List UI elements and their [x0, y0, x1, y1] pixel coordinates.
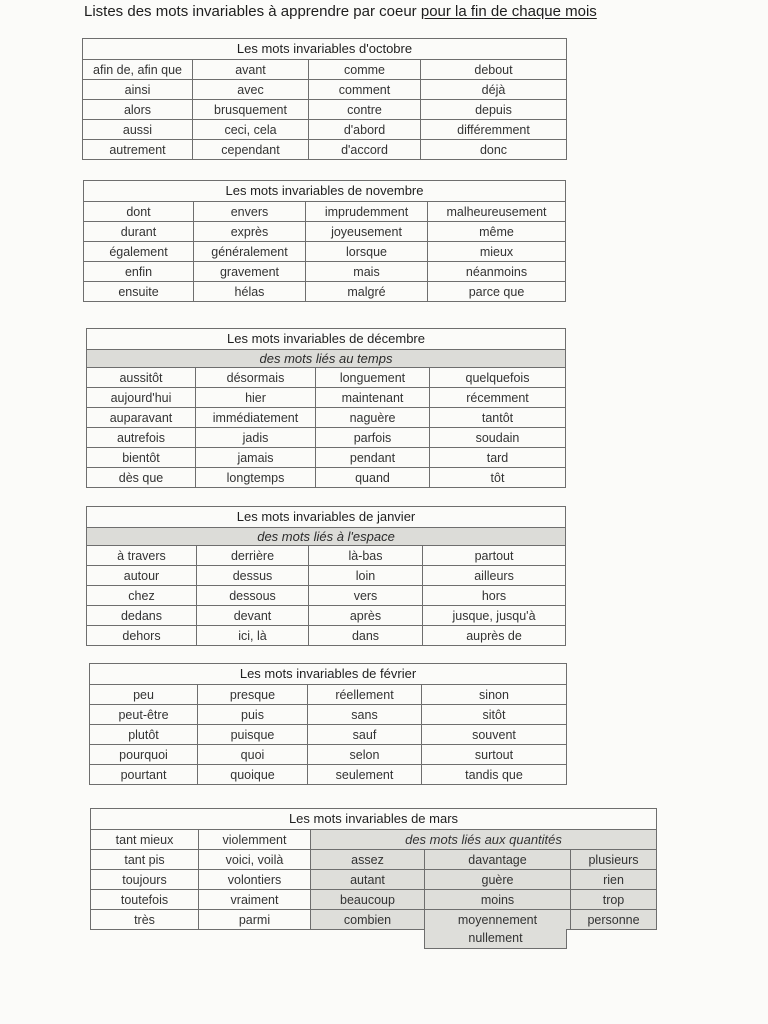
- table-cell: partout: [423, 546, 566, 566]
- table-cell: dans: [309, 626, 423, 646]
- table-cell: mais: [306, 262, 428, 282]
- table-cell: également: [84, 242, 194, 262]
- table-cell: durant: [84, 222, 194, 242]
- table-cell: désormais: [196, 368, 316, 388]
- table-cell: pourquoi: [90, 745, 198, 765]
- table-cell: hors: [423, 586, 566, 606]
- table-cell: autrefois: [87, 428, 196, 448]
- table-cell: même: [428, 222, 566, 242]
- table-cell: quelquefois: [430, 368, 566, 388]
- table-cell: puis: [198, 705, 308, 725]
- table-cell: loin: [309, 566, 423, 586]
- table-title-october: Les mots invariables d'octobre: [83, 39, 567, 60]
- table-cell: jamais: [196, 448, 316, 468]
- table-cell: surtout: [422, 745, 567, 765]
- table-cell: imprudemment: [306, 202, 428, 222]
- table-row: [90, 765, 567, 785]
- table-title-january: Les mots invariables de janvier: [87, 507, 566, 528]
- table-cell: beaucoup: [311, 890, 425, 910]
- table-cell: afin de, afin que: [83, 60, 193, 80]
- table-cell: guère: [425, 870, 571, 890]
- table-cell: souvent: [422, 725, 567, 745]
- table-cell: bientôt: [87, 448, 196, 468]
- table-title-february: Les mots invariables de février: [90, 664, 567, 685]
- table-row: [83, 120, 567, 140]
- table-november: [83, 180, 566, 302]
- table-cell: tard: [430, 448, 566, 468]
- table-cell: très: [91, 910, 199, 930]
- table-row: [87, 468, 566, 488]
- page-title-underlined: pour la fin de chaque mois: [420, 3, 597, 20]
- table-cell: cependant: [193, 140, 309, 160]
- table-row: [87, 368, 566, 388]
- table-cell: seulement: [308, 765, 422, 785]
- table-cell: soudain: [430, 428, 566, 448]
- table-row: [87, 626, 566, 646]
- table-cell: ici, là: [197, 626, 309, 646]
- table-cell: d'abord: [309, 120, 421, 140]
- table-cell: derrière: [197, 546, 309, 566]
- table-cell: depuis: [421, 100, 567, 120]
- table-row: [87, 586, 566, 606]
- table-cell: sitôt: [422, 705, 567, 725]
- table-cell: rien: [571, 870, 657, 890]
- table-cell: dedans: [87, 606, 197, 626]
- table-cell: naguère: [316, 408, 430, 428]
- rows-march-body: [91, 850, 657, 930]
- table-row: [90, 685, 567, 705]
- table-row: [87, 388, 566, 408]
- table-cell: jusque, jusqu'à: [423, 606, 566, 626]
- table-row: [84, 202, 566, 222]
- table-cell: déjà: [421, 80, 567, 100]
- table-subtitle-december: des mots liés au temps: [87, 350, 566, 368]
- table-cell: alors: [83, 100, 193, 120]
- table-cell: davantage: [425, 850, 571, 870]
- table-cell: envers: [194, 202, 306, 222]
- table-title-march: Les mots invariables de mars: [91, 809, 657, 830]
- table-cell: peu: [90, 685, 198, 705]
- rows-october: [83, 60, 567, 160]
- table-cell: tant pis: [91, 850, 199, 870]
- table-cell: ainsi: [83, 80, 193, 100]
- table-row: [84, 242, 566, 262]
- table-cell: dessus: [197, 566, 309, 586]
- table-row: [91, 850, 657, 870]
- table-cell: parce que: [428, 282, 566, 302]
- table-january: [86, 506, 566, 646]
- table-cell: parmi: [199, 910, 311, 930]
- table-cell: donc: [421, 140, 567, 160]
- table-subtitle-march: des mots liés aux quantités: [311, 830, 657, 850]
- table-cell: malheureusement: [428, 202, 566, 222]
- table-cell: à travers: [87, 546, 197, 566]
- table-row: [84, 282, 566, 302]
- table-cell: lorsque: [306, 242, 428, 262]
- table-row: [90, 705, 567, 725]
- table-row: [91, 830, 657, 850]
- table-cell: contre: [309, 100, 421, 120]
- table-cell: avant: [193, 60, 309, 80]
- table-row: [87, 566, 566, 586]
- table-march: [90, 808, 657, 930]
- table-cell: chez: [87, 586, 197, 606]
- table-cell: joyeusement: [306, 222, 428, 242]
- table-cell: aussi: [83, 120, 193, 140]
- table-cell: pendant: [316, 448, 430, 468]
- table-cell: parfois: [316, 428, 430, 448]
- table-cell: toutefois: [91, 890, 199, 910]
- table-december: [86, 328, 566, 488]
- table-row: [90, 725, 567, 745]
- table-cell: autour: [87, 566, 197, 586]
- table-cell: devant: [197, 606, 309, 626]
- table-cell: après: [309, 606, 423, 626]
- table-cell: longuement: [316, 368, 430, 388]
- table-cell: exprès: [194, 222, 306, 242]
- table-cell: moyennement: [425, 910, 571, 930]
- table-cell: là-bas: [309, 546, 423, 566]
- table-cell: tantôt: [430, 408, 566, 428]
- table-cell: vers: [309, 586, 423, 606]
- page-title: Listes des mots invariables à apprendre par coeur pour la fin de chaque mois: [84, 3, 597, 20]
- table-cell-extra-march: nullement: [424, 929, 567, 949]
- table-row: [91, 890, 657, 910]
- table-cell: selon: [308, 745, 422, 765]
- table-cell: vraiment: [199, 890, 311, 910]
- rows-december: [87, 368, 566, 488]
- table-cell: malgré: [306, 282, 428, 302]
- table-row: [83, 80, 567, 100]
- rows-march: [91, 830, 657, 850]
- table-cell: tôt: [430, 468, 566, 488]
- table-cell: peut-être: [90, 705, 198, 725]
- table-row: [87, 448, 566, 468]
- table-cell: auparavant: [87, 408, 196, 428]
- table-cell: autrement: [83, 140, 193, 160]
- table-cell: ailleurs: [423, 566, 566, 586]
- table-cell: personne: [571, 910, 657, 930]
- table-subtitle-january: des mots liés à l'espace: [87, 528, 566, 546]
- table-february: [89, 663, 567, 785]
- table-row: [87, 606, 566, 626]
- table-cell: violemment: [199, 830, 311, 850]
- table-cell: sans: [308, 705, 422, 725]
- table-cell: plutôt: [90, 725, 198, 745]
- table-cell: enfin: [84, 262, 194, 282]
- table-row: [83, 60, 567, 80]
- table-cell: brusquement: [193, 100, 309, 120]
- table-cell: réellement: [308, 685, 422, 705]
- table-cell: comme: [309, 60, 421, 80]
- table-cell: voici, voilà: [199, 850, 311, 870]
- table-cell: plusieurs: [571, 850, 657, 870]
- table-cell: aujourd'hui: [87, 388, 196, 408]
- table-row: [83, 140, 567, 160]
- table-cell: hier: [196, 388, 316, 408]
- table-cell: récemment: [430, 388, 566, 408]
- rows-january: [87, 546, 566, 646]
- table-cell: pourtant: [90, 765, 198, 785]
- table-cell: longtemps: [196, 468, 316, 488]
- table-row: [91, 910, 657, 930]
- table-row: [90, 745, 567, 765]
- table-cell: volontiers: [199, 870, 311, 890]
- table-cell: ceci, cela: [193, 120, 309, 140]
- table-cell: assez: [311, 850, 425, 870]
- table-cell: jadis: [196, 428, 316, 448]
- table-cell: tandis que: [422, 765, 567, 785]
- table-title-november: Les mots invariables de novembre: [84, 181, 566, 202]
- table-cell: trop: [571, 890, 657, 910]
- table-cell: autant: [311, 870, 425, 890]
- rows-february: [90, 685, 567, 785]
- table-cell: gravement: [194, 262, 306, 282]
- table-cell: néanmoins: [428, 262, 566, 282]
- table-cell: combien: [311, 910, 425, 930]
- table-cell: généralement: [194, 242, 306, 262]
- table-october: [82, 38, 567, 160]
- table-cell: mieux: [428, 242, 566, 262]
- table-cell: immédiatement: [196, 408, 316, 428]
- table-cell: sinon: [422, 685, 567, 705]
- table-cell: moins: [425, 890, 571, 910]
- table-row: [83, 100, 567, 120]
- table-cell: dehors: [87, 626, 197, 646]
- table-cell: debout: [421, 60, 567, 80]
- table-cell: avec: [193, 80, 309, 100]
- table-cell: quand: [316, 468, 430, 488]
- table-cell: dès que: [87, 468, 196, 488]
- table-cell: dont: [84, 202, 194, 222]
- rows-november: [84, 202, 566, 302]
- table-cell: quoique: [198, 765, 308, 785]
- table-cell: dessous: [197, 586, 309, 606]
- table-cell: auprès de: [423, 626, 566, 646]
- table-cell: presque: [198, 685, 308, 705]
- table-row: [87, 546, 566, 566]
- table-cell: différemment: [421, 120, 567, 140]
- table-cell: comment: [309, 80, 421, 100]
- table-cell: d'accord: [309, 140, 421, 160]
- table-cell: sauf: [308, 725, 422, 745]
- table-cell: puisque: [198, 725, 308, 745]
- table-cell: hélas: [194, 282, 306, 302]
- table-cell: toujours: [91, 870, 199, 890]
- table-row: [91, 870, 657, 890]
- table-cell: aussitôt: [87, 368, 196, 388]
- table-row: [87, 408, 566, 428]
- table-cell: maintenant: [316, 388, 430, 408]
- table-cell: quoi: [198, 745, 308, 765]
- table-row: [84, 262, 566, 282]
- table-title-december: Les mots invariables de décembre: [87, 329, 566, 350]
- table-cell: ensuite: [84, 282, 194, 302]
- table-row: [84, 222, 566, 242]
- table-row: [87, 428, 566, 448]
- table-cell: tant mieux: [91, 830, 199, 850]
